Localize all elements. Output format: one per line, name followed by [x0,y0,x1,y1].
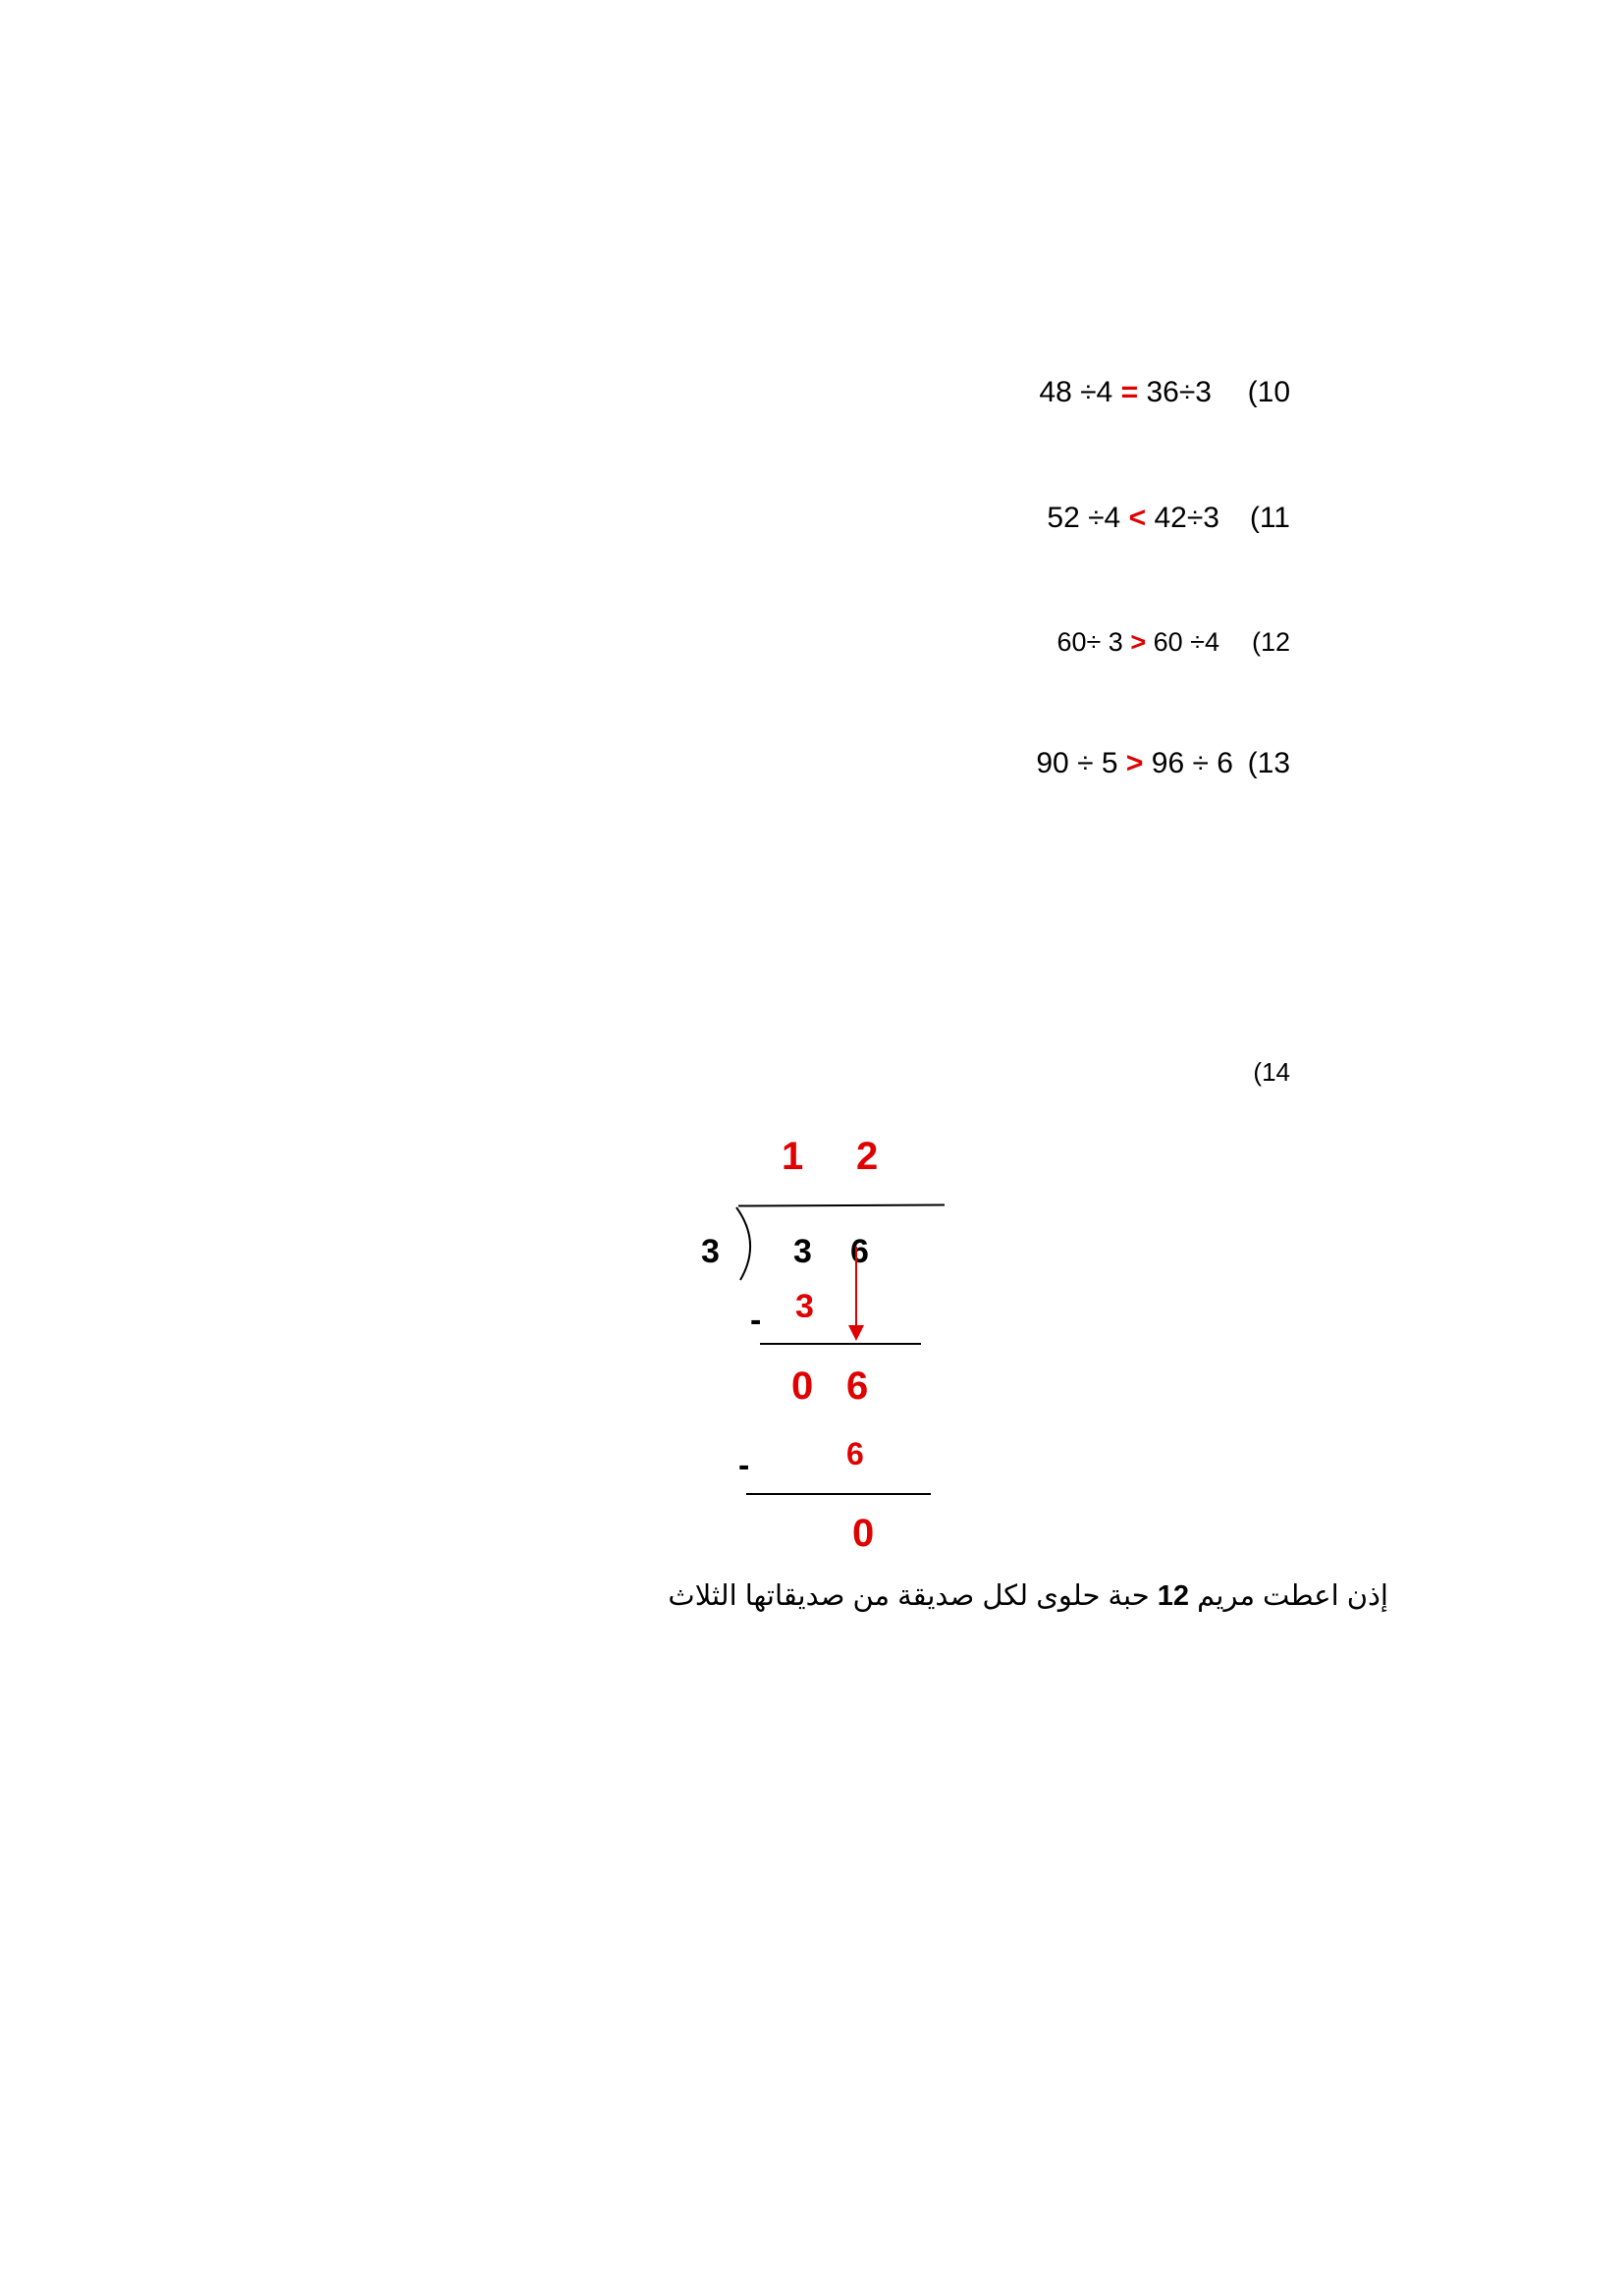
problem-number: (10 [1247,376,1290,408]
conclusion-sentence [603,1578,1388,1614]
subtraction-line-2 [746,1493,931,1495]
step1-subtrahend: 3 [795,1288,814,1317]
left-expression: 48 ÷4 [1039,376,1113,408]
conclusion-count: 12 [1157,1580,1190,1612]
final-remainder-digit: 0 [852,1512,875,1549]
dividend-ones-digit: 6 [850,1233,869,1270]
division-bar [738,1203,945,1206]
minus-sign: - [738,1447,750,1484]
comparison-symbol: = [1120,376,1139,408]
conclusion-text-end: حبة حلوى لكل صديقة من صديقاتها الثلاث [668,1580,1150,1612]
problem-number: (13 [1247,747,1290,779]
comparison-expression [1047,502,1219,535]
right-expression: 60 ÷4 [1153,627,1219,657]
comparison-expression [1039,376,1212,409]
comparison-expression [1036,747,1233,780]
remainder-ones-digit: 6 [846,1364,869,1408]
comparison-symbol: > [1125,747,1144,779]
left-expression: 60÷ 3 [1056,627,1123,657]
right-expression: 42÷3 [1154,502,1219,534]
conclusion-text-start: إذن اعطت مريم [1197,1580,1388,1612]
division-bracket [732,1205,762,1282]
comparison-symbol: < [1128,502,1147,534]
divisor-digit: 3 [701,1233,720,1270]
left-expression: 52 ÷4 [1047,502,1121,534]
problem-number: (12 [1251,627,1290,657]
bring-down-arrow [846,1247,866,1343]
comparison-expression [1056,625,1219,659]
problem-number: (11 [1249,502,1290,534]
minus-sign: - [750,1302,762,1339]
dividend-tens-digit: 3 [793,1233,812,1270]
step2-subtrahend: 6 [846,1436,864,1467]
left-expression: 90 ÷ 5 [1036,747,1118,779]
right-expression: 96 ÷ 6 [1151,747,1233,779]
subtraction-line-1 [760,1343,921,1345]
comparison-symbol: > [1130,627,1147,657]
quotient-ones-digit: 2 [856,1135,879,1178]
quotient-tens-digit: 1 [782,1135,804,1178]
remainder-tens-digit: 0 [791,1364,814,1408]
problem-number: (14 [1253,1057,1290,1087]
right-expression: 36÷3 [1146,376,1212,408]
